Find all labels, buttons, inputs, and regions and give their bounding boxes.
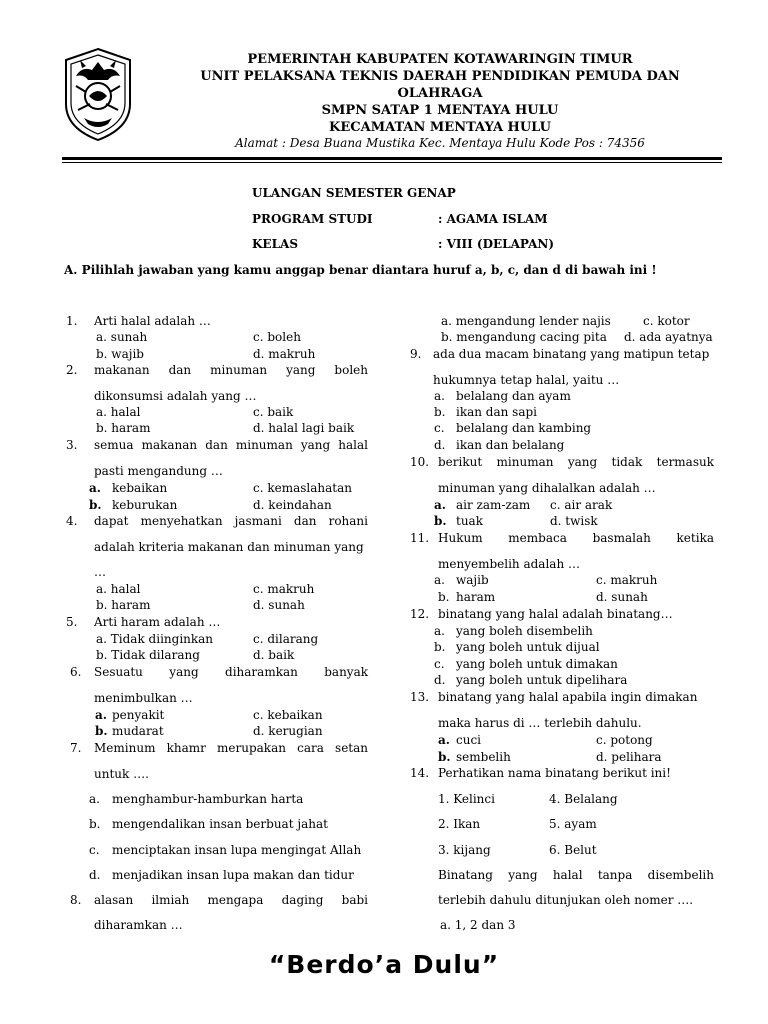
q10-line-1: berikut minuman yang tidak termasuk	[438, 455, 714, 469]
q2-option-b: b. haram	[96, 421, 151, 435]
q13-option-a: cuci	[456, 733, 482, 747]
q14-item-6: 6. Belut	[549, 843, 597, 857]
q6-line-2: menimbulkan …	[94, 691, 193, 705]
instruction: A. Pilihlah jawaban yang kamu anggap benar diantara huruf a, b, c, dan d di bawah ini !	[64, 263, 657, 277]
q8-option-c: c. kotor	[643, 314, 690, 328]
q13-option-d: d. pelihara	[596, 750, 662, 764]
q6-line-1: Sesuatu yang diharamkan banyak	[94, 665, 368, 679]
q3-option-d: d. keindahan	[253, 498, 332, 512]
q13-option-b: sembelih	[456, 750, 511, 764]
q7-option-a: menghambur-hamburkan harta	[112, 792, 304, 806]
q2-option-a: a. halal	[96, 405, 141, 419]
q10-line-2: minuman yang dihalalkan adalah …	[438, 481, 656, 495]
q2-line-2: dikonsumsi adalah yang …	[94, 389, 257, 403]
q13-option-c: c. potong	[596, 733, 653, 747]
q5-option-b: b. Tidak dilarang	[96, 648, 200, 662]
q9-option-a: belalang dan ayam	[456, 389, 571, 403]
q9-option-b: ikan dan sapi	[456, 405, 538, 419]
q7-option-c-letter: c.	[89, 843, 100, 857]
q12-text: binatang yang halal adalah binatang…	[438, 607, 673, 621]
q3-option-a: kebaikan	[112, 481, 168, 495]
q11-line-1: Hukum membaca basmalah ketika	[438, 531, 714, 545]
exam-title: ULANGAN SEMESTER GENAP	[252, 186, 456, 200]
header-line-1: PEMERINTAH KABUPATEN KOTAWARINGIN TIMUR	[247, 52, 633, 67]
q12-option-c: yang boleh untuk dimakan	[456, 657, 618, 671]
q13-option-b-letter: b.	[438, 750, 451, 764]
q9-option-d: ikan dan belalang	[456, 438, 565, 452]
q14-line-1: Binatang yang halal tanpa disembelih	[438, 868, 714, 882]
header-line-4: SMPN SATAP 1 MENTAYA HULU	[321, 103, 559, 118]
q14-item-3: 3. kijang	[438, 843, 491, 857]
q4-option-c: c. makruh	[253, 582, 315, 596]
header-divider-thin	[62, 162, 722, 163]
kelas-label: KELAS	[252, 237, 298, 251]
q3-option-b: keburukan	[112, 498, 178, 512]
q6-option-c: c. kebaikan	[253, 708, 323, 722]
q12-option-c-letter: c.	[434, 657, 445, 671]
q14-item-2: 2. Ikan	[438, 817, 481, 831]
q10-option-c: c. air arak	[550, 498, 613, 512]
q7-line-1: Meminum khamr merupakan cara setan	[94, 741, 368, 755]
header-line-5: KECAMATAN MENTAYA HULU	[329, 120, 551, 135]
q7-option-b-letter: b.	[89, 817, 101, 831]
q9-option-d-letter: d.	[434, 438, 446, 452]
q13-option-a-letter: a.	[438, 733, 450, 747]
header-divider	[62, 157, 722, 160]
header-address: Alamat : Desa Buana Mustika Kec. Mentaya Hulu Kode Pos : 74356	[235, 136, 645, 150]
q8-line-2: diharamkan …	[94, 918, 183, 932]
q12-option-a: yang boleh disembelih	[456, 624, 593, 638]
q9-line-2: hukumnya tetap halal, yaitu …	[433, 373, 620, 387]
q7-number: 7.	[70, 741, 82, 755]
q4-option-d: d. sunah	[253, 598, 305, 612]
q7-option-a-letter: a.	[89, 792, 100, 806]
q7-option-d: menjadikan insan lupa makan dan tidur	[112, 868, 354, 882]
q4-option-b: b. haram	[96, 598, 151, 612]
q10-option-d: d. twisk	[550, 514, 598, 528]
q6-number: 6.	[70, 665, 82, 679]
q8-line-1: alasan ilmiah mengapa daging babi	[94, 893, 368, 907]
q9-number: 9.	[410, 347, 422, 361]
q5-option-c: c. dilarang	[253, 632, 319, 646]
q12-option-d-letter: d.	[434, 673, 446, 687]
q4-number: 4.	[66, 514, 78, 528]
q5-option-a: a. Tidak diinginkan	[96, 632, 214, 646]
q4-option-a: a. halal	[96, 582, 141, 596]
q1-option-d: d. makruh	[253, 347, 316, 361]
q11-number: 11.	[410, 531, 430, 545]
q1-option-a: a. sunah	[96, 330, 148, 344]
q3-option-c: c. kemaslahatan	[253, 481, 352, 495]
q6-option-a: penyakit	[112, 708, 165, 722]
q7-line-2: untuk ….	[94, 767, 149, 781]
q10-option-b-letter: b.	[434, 514, 447, 528]
q4-line-3: …	[94, 565, 106, 579]
q2-number: 2.	[66, 363, 78, 377]
q4-line-2: adalah kriteria makanan dan minuman yang	[94, 540, 364, 554]
q12-option-a-letter: a.	[434, 624, 445, 638]
q8-option-a: a. mengandung lender najis	[441, 314, 611, 328]
program-value: : AGAMA ISLAM	[438, 212, 548, 226]
q10-option-a: air zam-zam	[456, 498, 531, 512]
q8-number: 8.	[70, 893, 82, 907]
q9-option-b-letter: b.	[434, 405, 446, 419]
q3-option-b-letter: b.	[89, 498, 102, 512]
q14-option-a: a. 1, 2 dan 3	[440, 918, 516, 932]
q1-option-b: b. wajib	[96, 347, 144, 361]
q1-text: Arti halal adalah …	[94, 314, 211, 328]
q9-line-1: ada dua macam binatang yang matipun tetap	[433, 347, 710, 361]
q2-option-c: c. baik	[253, 405, 294, 419]
q14-line-2: terlebih dahulu ditunjukan oleh nomer ….	[438, 893, 694, 907]
q14-text: Perhatikan nama binatang berikut ini!	[438, 766, 671, 780]
q11-option-b: haram	[456, 590, 496, 604]
q13-line-2: maka harus di … terlebih dahulu.	[438, 716, 642, 730]
q11-option-c: c. makruh	[596, 573, 658, 587]
q5-text: Arti haram adalah …	[94, 615, 221, 629]
q5-number: 5.	[66, 615, 78, 629]
q10-option-b: tuak	[456, 514, 483, 528]
q12-number: 12.	[410, 607, 430, 621]
q14-number: 14.	[410, 766, 430, 780]
kelas-value: : VIII (DELAPAN)	[438, 237, 555, 251]
regency-logo	[62, 46, 134, 142]
q14-item-4: 4. Belalang	[549, 792, 618, 806]
q7-option-b: mengendalikan insan berbuat jahat	[112, 817, 328, 831]
q1-option-c: c. boleh	[253, 330, 301, 344]
q10-option-a-letter: a.	[434, 498, 446, 512]
q6-option-d: d. kerugian	[253, 724, 323, 738]
q3-line-2: pasti mengandung …	[94, 464, 223, 478]
q5-option-d: d. baik	[253, 648, 295, 662]
program-label: PROGRAM STUDI	[252, 212, 373, 226]
q10-number: 10.	[410, 455, 430, 469]
q13-line-1: binatang yang halal apabila ingin dimakan	[438, 690, 698, 704]
header-line-2: UNIT PELAKSANA TEKNIS DAERAH PENDIDIKAN PEMUDA DAN	[200, 69, 680, 84]
q11-option-a-letter: a.	[434, 573, 445, 587]
q8-option-d: d. ada ayatnya	[624, 330, 713, 344]
q6-option-b-letter: b.	[95, 724, 108, 738]
q11-option-a: wajib	[456, 573, 489, 587]
q7-option-d-letter: d.	[89, 868, 101, 882]
q1-number: 1.	[66, 314, 78, 328]
q8-option-b: b. mengandung cacing pita	[441, 330, 607, 344]
header-line-3: OLAHRAGA	[397, 86, 483, 101]
q9-option-c-letter: c.	[434, 421, 445, 435]
q13-number: 13.	[410, 690, 430, 704]
q3-number: 3.	[66, 438, 78, 452]
q6-option-b: mudarat	[112, 724, 164, 738]
q3-line-1: semua makanan dan minuman yang halal	[94, 438, 368, 452]
q3-option-a-letter: a.	[89, 481, 101, 495]
q12-option-d: yang boleh untuk dipelihara	[456, 673, 628, 687]
q12-option-b-letter: b.	[434, 640, 446, 654]
q9-option-c: belalang dan kambing	[456, 421, 592, 435]
q9-option-a-letter: a.	[434, 389, 445, 403]
q11-option-d: d. sunah	[596, 590, 648, 604]
q11-line-2: menyembelih adalah …	[438, 557, 580, 571]
q11-option-b-letter: b.	[438, 590, 450, 604]
q7-option-c: menciptakan insan lupa mengingat Allah	[112, 843, 362, 857]
footer-motto: “Berdo’a Dulu”	[268, 950, 500, 979]
q2-option-d: d. halal lagi baik	[253, 421, 355, 435]
q4-line-1: dapat menyehatkan jasmani dan rohani	[94, 514, 368, 528]
q14-item-5: 5. ayam	[549, 817, 597, 831]
q6-option-a-letter: a.	[95, 708, 107, 722]
q12-option-b: yang boleh untuk dijual	[456, 640, 600, 654]
q2-line-1: makanan dan minuman yang boleh	[94, 363, 368, 377]
q14-item-1: 1. Kelinci	[438, 792, 495, 806]
